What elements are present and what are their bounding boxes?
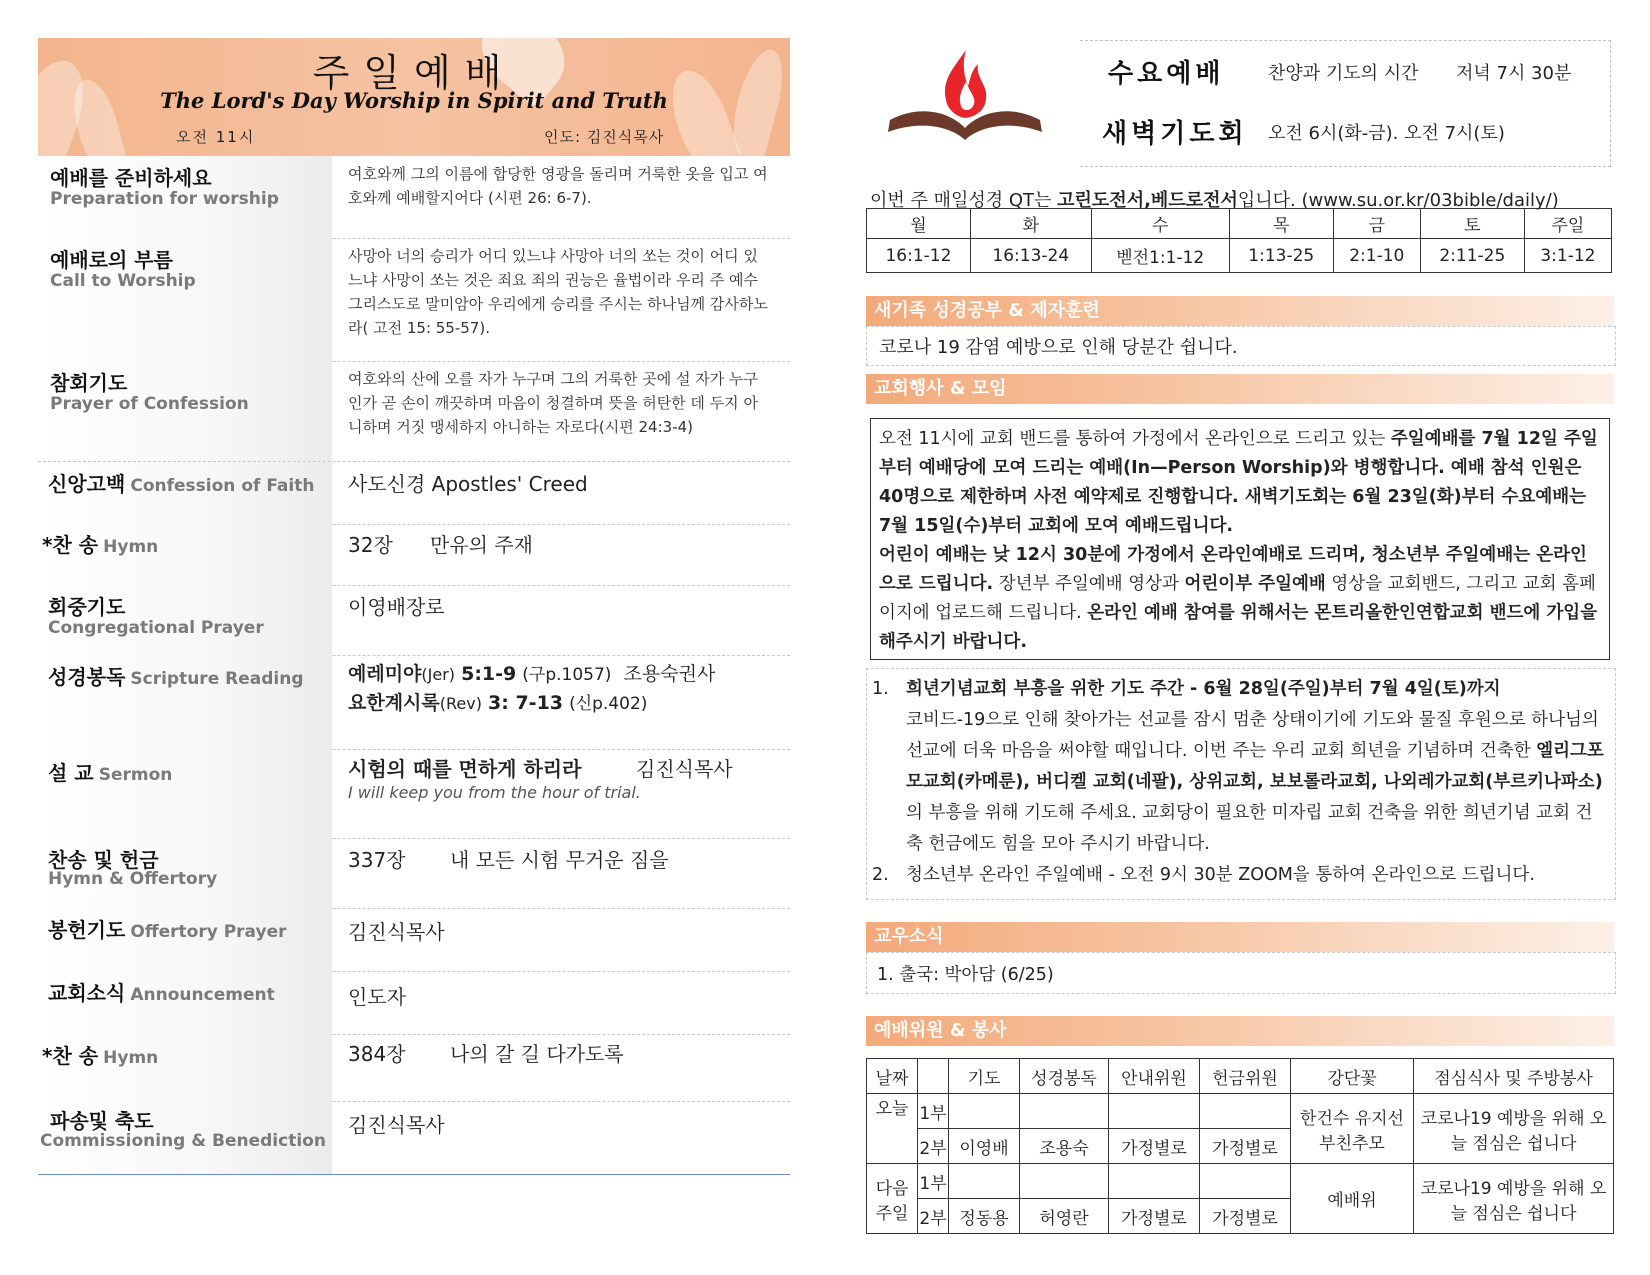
order-item-ko: 파송및 축도 xyxy=(50,1109,154,1133)
qt-schedule-table xyxy=(866,208,1612,273)
members-box xyxy=(866,952,1616,994)
list-item: 청소년부 온라인 주일예배 - 오전 9시 30분 ZOOM을 통하여 온라인으로 드립니다. xyxy=(906,865,1535,885)
wednesday-service-time: 저녁 7시 30분 xyxy=(1456,63,1572,84)
table-cell: 가정별로 xyxy=(1200,1129,1291,1164)
events-text-bold: 온라인 예배 참여를 위해서는 몬트리올한인연합교회 밴드에 가입을 해주시기 바랍니다. xyxy=(879,603,1598,652)
order-item-ko: 회중기도 xyxy=(48,595,126,619)
table-header: 금 xyxy=(1333,209,1420,239)
table-row xyxy=(867,209,1612,239)
events-text: 오전 11시에 교회 밴드를 통하여 가정에서 온라인으로 드리고 있는 xyxy=(879,429,1391,449)
table-cell xyxy=(1200,1094,1291,1129)
order-row xyxy=(38,361,790,462)
order-item-ko: 신앙고백 xyxy=(48,472,126,496)
hymn-title: 나의 갈 길 다가도록 xyxy=(450,1042,624,1066)
hymn-number: 337장 xyxy=(348,848,406,872)
order-item-value: 김진식목사 xyxy=(348,1113,445,1137)
table-cell xyxy=(949,1164,1020,1199)
table-header: 화 xyxy=(970,209,1091,239)
sermon-preacher: 김진식목사 xyxy=(636,757,733,781)
order-item-en: Scripture Reading xyxy=(130,669,304,689)
order-item-value: 이영배장로 xyxy=(348,595,445,619)
order-item-ko: 예배로의 부름 xyxy=(50,248,173,272)
list-item-number: 2. xyxy=(872,865,889,885)
order-item-en: Call to Worship xyxy=(50,271,196,291)
order-item-value: 사도신경 Apostles' Creed xyxy=(348,472,588,496)
order-item-en: Hymn xyxy=(103,1048,159,1068)
order-row xyxy=(38,971,790,1035)
worship-leader: 인도: 김진식목사 xyxy=(544,128,665,146)
newfamily-box xyxy=(866,326,1616,366)
page-subtitle: The Lord's Day Worship in Spirit and Truth xyxy=(160,88,668,113)
table-cell: 2부 xyxy=(918,1129,949,1164)
page-title: 주일예배 xyxy=(312,51,516,95)
table-cell: 다음 주일 xyxy=(867,1164,918,1234)
table-cell: 한건수 유지선 부친추모 xyxy=(1291,1094,1414,1164)
events-text-bold: 주일예배를 7월 12일 주일부터 예배당에 모여 드리는 예배(In—Person Worship)와 병행합니다. 예배 참석 인원은 40명으로 제한하며 사전 예약제로 진행합니다. 새벽기도회는 6월 23일(화)부터 수요예배는 7월 15일(수)부터 교회에 모여 예배드립니다. xyxy=(879,429,1598,536)
section-heading: 교회행사 & 모임 xyxy=(866,374,1614,404)
table-cell: 예배위 xyxy=(1291,1164,1414,1234)
order-row xyxy=(38,838,790,909)
table-cell xyxy=(1109,1094,1200,1129)
table-cell: 가정별로 xyxy=(1109,1199,1200,1234)
order-item-ko: 찬송 및 헌금 xyxy=(48,848,159,872)
table-cell: 벧전1:1-12 xyxy=(1091,239,1229,273)
dawn-prayer-time: 오전 6시(화-금). 오전 7시(토) xyxy=(1268,123,1505,144)
scripture-reader: 조용숙권사 xyxy=(623,663,716,685)
table-header: 성경봉독 xyxy=(1020,1059,1109,1094)
table-cell: 가정별로 xyxy=(1109,1129,1200,1164)
list-item xyxy=(906,674,1606,860)
order-row xyxy=(38,238,790,362)
table-header: 기도 xyxy=(949,1059,1020,1094)
table-cell: 1부 xyxy=(918,1164,949,1199)
order-item-ko: *찬 송 xyxy=(42,1044,99,1068)
table-header: 토 xyxy=(1420,209,1524,239)
table-header: 헌금위원 xyxy=(1200,1059,1291,1094)
table-cell: 16:1-12 xyxy=(867,239,971,273)
table-cell: 이영배 xyxy=(949,1129,1020,1164)
hymn-number: 32장 xyxy=(348,533,393,557)
dawn-prayer-title: 새벽기도회 xyxy=(1102,119,1248,149)
events-text-bold: 어린이부 주일예배 xyxy=(1184,574,1326,594)
sermon-title: 시험의 때를 면하게 하리라 xyxy=(348,757,582,781)
table-header: 안내위원 xyxy=(1109,1059,1200,1094)
order-item-ko: 교회소식 xyxy=(48,981,126,1005)
order-row xyxy=(38,585,790,656)
table-cell: 1:13-25 xyxy=(1229,239,1333,273)
scripture-line-1 xyxy=(348,659,715,686)
qt-prefix: 이번 주 매일성경 QT는 xyxy=(870,190,1058,211)
list-item-number: 1. xyxy=(872,679,889,699)
scripture-page: (구p.1057) xyxy=(522,665,612,685)
qt-suffix: 입니다. (www.su.or.kr/03bible/daily/) xyxy=(1237,190,1559,211)
order-row xyxy=(38,908,790,972)
order-item-en: Commissioning & Benediction xyxy=(40,1131,326,1151)
table-cell: 허영란 xyxy=(1020,1199,1109,1234)
table-cell: 가정별로 xyxy=(1200,1199,1291,1234)
table-cell xyxy=(949,1094,1020,1129)
order-item-en: Offertory Prayer xyxy=(130,922,287,942)
table-row xyxy=(867,1094,1614,1129)
order-item-en: Preparation for worship xyxy=(50,189,279,209)
order-item-ko: 봉헌기도 xyxy=(48,918,126,942)
worship-roster-table xyxy=(866,1058,1614,1234)
order-row xyxy=(38,655,790,750)
order-item-text: 사망아 너의 승리가 어디 있느냐 사망아 너의 쏘는 것이 어디 있느냐 사망이 쏘는 것은 죄요 죄의 권능은 율법이라 우리 주 예수 그리스도로 말미암아 우리에게 승리를 주시는 하나님께 감사하노라( 고전 15: 55-57). xyxy=(348,247,768,337)
table-cell: 조용숙 xyxy=(1020,1129,1109,1164)
members-text: 1. 출국: 박아담 (6/25) xyxy=(877,965,1054,985)
table-row xyxy=(867,239,1612,273)
order-item-en: Announcement xyxy=(130,985,275,1005)
list-item-text-bold: 엘리그포모교회(카메룬), 버디켈 교회(네팔), 상위교회, 보보롤라교회, 나외레가교회(부르키나파소) xyxy=(906,741,1604,792)
scripture-book: 예레미야 xyxy=(348,663,422,685)
order-item-en: Hymn xyxy=(103,537,159,557)
table-cell: 3:1-12 xyxy=(1524,239,1611,273)
order-row xyxy=(38,156,790,239)
order-item-en: Sermon xyxy=(98,765,173,785)
worship-header-banner xyxy=(38,38,790,156)
events-text-bold: 어린이 예배는 낮 12시 30분에 가정에서 온라인예배로 드리며, 청소년부 주일예배는 온라인으로 드립니다. xyxy=(879,545,1587,594)
table-header: 점심식사 및 주방봉사 xyxy=(1414,1059,1614,1094)
order-item-ko: 설 교 xyxy=(48,761,94,785)
scripture-book: 요한계시록 xyxy=(348,692,440,714)
table-cell xyxy=(1109,1164,1200,1199)
order-item-ko: *찬 송 xyxy=(42,533,99,557)
list-item-title: 희년기념교회 부흥을 위한 기도 주간 - 6월 28일(주일)부터 7월 4일(토)까지 xyxy=(906,679,1501,699)
scripture-page: (신p.402) xyxy=(569,694,648,714)
order-row xyxy=(38,749,790,839)
order-item-ko: 성경봉독 xyxy=(48,665,126,689)
order-row xyxy=(38,461,790,525)
qt-books: 고린도전서,베드로전서 xyxy=(1057,190,1238,211)
worship-time: 오전 11시 xyxy=(176,128,256,146)
events-text: 장년부 주일예배 영상과 xyxy=(993,574,1185,594)
scripture-book-en: (Rev) xyxy=(439,694,482,713)
order-row xyxy=(38,523,790,586)
table-header: 주일 xyxy=(1524,209,1611,239)
hymn-title: 내 모든 시험 무거운 짐을 xyxy=(450,848,669,872)
order-item-en: Prayer of Confession xyxy=(50,394,249,414)
events-notice-box xyxy=(870,418,1610,660)
events-text: 영상을 교회밴드, 그리고 교회 홈페이지에 업로드해 드립니다. xyxy=(879,574,1596,623)
order-item-value: 인도자 xyxy=(348,985,406,1009)
order-item-en: Hymn & Offertory xyxy=(48,869,218,889)
order-item-ko: 참회기도 xyxy=(50,371,128,395)
section-heading: 새기족 성경공부 & 제자훈련 xyxy=(866,296,1614,326)
order-item-ko: 예배를 준비하세요 xyxy=(50,166,212,190)
scripture-ref: 3: 7-13 xyxy=(488,692,564,714)
table-cell: 정동용 xyxy=(949,1199,1020,1234)
table-header: 강단꽃 xyxy=(1291,1059,1414,1094)
wednesday-service-desc: 찬양과 기도의 시간 xyxy=(1268,63,1419,84)
table-header: 월 xyxy=(867,209,971,239)
table-header xyxy=(918,1059,949,1094)
scripture-ref: 5:1-9 xyxy=(461,663,517,685)
church-logo-icon xyxy=(880,42,1050,147)
table-row xyxy=(867,1164,1614,1199)
scripture-book-en: (Jer) xyxy=(421,665,456,684)
newfamily-text: 코로나 19 감염 예방으로 인해 당분간 쉽니다. xyxy=(879,337,1238,358)
table-cell xyxy=(1020,1164,1109,1199)
order-item-text: 여호와께 그의 이름에 합당한 영광을 돌리며 거룩한 옷을 입고 여호와께 예배할지어다 (시편 26: 6-7). xyxy=(348,165,768,207)
hymn-number: 384장 xyxy=(348,1042,406,1066)
table-cell: 코로나19 예방을 위해 오늘 점심은 쉽니다 xyxy=(1414,1164,1614,1234)
table-cell: 1부 xyxy=(918,1094,949,1129)
table-cell: 2부 xyxy=(918,1199,949,1234)
table-cell: 2:1-10 xyxy=(1333,239,1420,273)
order-item-text: 여호와의 산에 오를 자가 누구며 그의 거룩한 곳에 설 자가 누구인가 곧 손이 깨끗하며 마음이 청결하며 뜻을 허탄한 데 두지 아니하며 거짓 맹세하지 아니하는 자로다(시편 24:3-4) xyxy=(348,370,758,436)
table-header: 수 xyxy=(1091,209,1229,239)
table-cell xyxy=(1020,1094,1109,1129)
table-cell xyxy=(1200,1164,1291,1199)
hymn-title: 만유의 주재 xyxy=(430,533,533,557)
section-heading: 예배위원 & 봉사 xyxy=(866,1016,1614,1046)
order-row xyxy=(38,1034,790,1102)
order-row xyxy=(38,1101,790,1175)
table-header: 날짜 xyxy=(867,1059,918,1094)
list-item-text: 코비드-19으로 인해 찾아가는 선교를 잠시 멈춘 상태이기에 기도와 물질 후원으로 하나님의 선교에 더욱 마음을 써야할 때입니다. 이번 주는 우리 교회 희년을 기념하며 건축한 xyxy=(906,710,1599,761)
table-header: 목 xyxy=(1229,209,1333,239)
order-item-value: 김진식목사 xyxy=(348,920,445,944)
order-item-en: Confession of Faith xyxy=(130,476,315,496)
midweek-services-box xyxy=(1080,40,1611,167)
order-item-en: Congregational Prayer xyxy=(48,618,264,638)
table-cell: 오늘 xyxy=(867,1094,918,1164)
table-cell: 16:13-24 xyxy=(970,239,1091,273)
section-heading: 교우소식 xyxy=(866,922,1614,952)
table-cell: 2:11-25 xyxy=(1420,239,1524,273)
table-row xyxy=(867,1059,1614,1094)
wednesday-service-title: 수요예배 xyxy=(1108,59,1225,89)
scripture-line-2 xyxy=(348,688,647,715)
table-cell: 코로나19 예방을 위해 오늘 점심은 쉽니다 xyxy=(1414,1094,1614,1164)
sermon-subtitle: I will keep you from the hour of trial. xyxy=(348,783,641,802)
list-item-text: 의 부흥을 위해 기도해 주세요. 교회당이 필요한 미자립 교회 건축을 위한 희년기념 교회 건축 헌금에도 힘을 모아 주시기 바랍니다. xyxy=(906,803,1593,854)
